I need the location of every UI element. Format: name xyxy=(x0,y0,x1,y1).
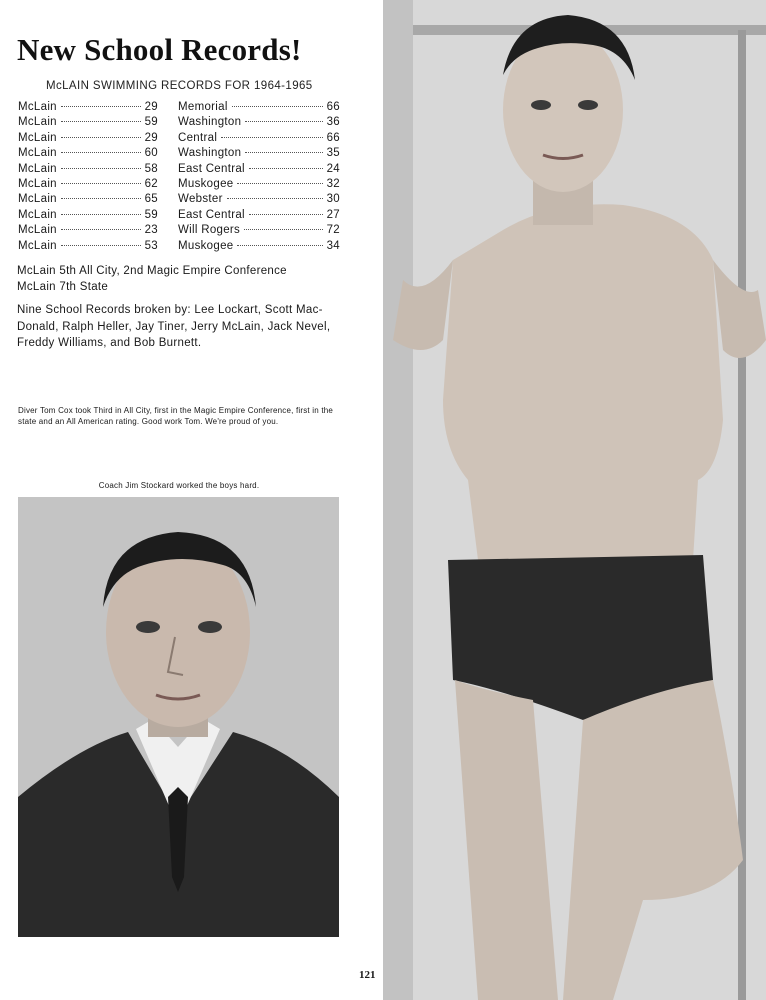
record-team: McLain xyxy=(18,193,57,206)
record-row xyxy=(18,193,158,208)
record-row xyxy=(158,116,340,131)
record-score: 23 xyxy=(144,224,158,237)
record-team: McLain xyxy=(18,177,57,190)
record-score: 32 xyxy=(326,177,340,190)
record-team: Washington xyxy=(178,116,242,129)
record-score: 60 xyxy=(144,147,158,160)
record-breakers-text: Nine School Records broken by: Lee Lockart, Scott Mac-Donald, Ralph Heller, Jay Tiner, Jerry McLain, Jack Nevel, Freddy Williams, and Bob Burnett. xyxy=(17,304,331,349)
leader-dots xyxy=(61,106,141,107)
record-row xyxy=(158,178,340,193)
record-score: 66 xyxy=(326,131,340,144)
record-team: Webster xyxy=(178,193,223,206)
record-row xyxy=(18,132,158,147)
record-score: 29 xyxy=(144,131,158,144)
records-table xyxy=(18,101,340,255)
record-row xyxy=(18,240,158,255)
leader-dots xyxy=(244,229,323,230)
coach-portrait-illustration xyxy=(18,497,339,937)
record-row xyxy=(158,209,340,224)
page-title: New School Records! xyxy=(17,32,302,67)
leader-dots xyxy=(232,106,323,107)
record-score: 24 xyxy=(326,162,340,175)
record-row xyxy=(158,224,340,239)
record-row xyxy=(158,163,340,178)
diver-caption: Diver Tom Cox took Third in All City, first in the Magic Empire Conference, first in the state and an All American rating. Good work Tom. We're proud of you. xyxy=(18,406,334,426)
record-score: 62 xyxy=(144,177,158,190)
record-score: 29 xyxy=(144,101,158,113)
standing-line-1: McLain 5th All City, 2nd Magic Empire Conference xyxy=(17,265,287,277)
record-team: McLain xyxy=(18,101,57,113)
records-column-opponents xyxy=(158,101,340,255)
record-score: 35 xyxy=(326,147,340,160)
leader-dots xyxy=(227,198,323,199)
record-team: McLain xyxy=(18,239,57,252)
record-team: McLain xyxy=(18,162,57,175)
record-score: 34 xyxy=(326,239,340,252)
record-score: 36 xyxy=(326,116,340,129)
record-score: 59 xyxy=(144,208,158,221)
swimmer-illustration xyxy=(383,0,766,1000)
leader-dots xyxy=(61,183,141,184)
record-score: 65 xyxy=(144,193,158,206)
record-row xyxy=(158,101,340,116)
record-team: Muskogee xyxy=(178,177,234,190)
leader-dots xyxy=(61,152,141,153)
leader-dots xyxy=(249,168,323,169)
coach-portrait-photo xyxy=(18,497,339,937)
record-row xyxy=(158,240,340,255)
coach-caption: Coach Jim Stockard worked the boys hard. xyxy=(98,481,260,490)
leader-dots xyxy=(61,214,141,215)
leader-dots xyxy=(61,168,141,169)
season-standing xyxy=(17,263,347,295)
record-team: Washington xyxy=(178,147,242,160)
record-team: McLain xyxy=(18,208,57,221)
record-row xyxy=(158,147,340,162)
record-team: Muskogee xyxy=(178,239,234,252)
leader-dots xyxy=(249,214,323,215)
leader-dots xyxy=(221,137,322,138)
record-row xyxy=(18,116,158,131)
record-row xyxy=(158,132,340,147)
record-row xyxy=(18,209,158,224)
record-score: 59 xyxy=(144,116,158,129)
record-row xyxy=(18,224,158,239)
records-column-mclain xyxy=(18,101,158,255)
record-row xyxy=(18,147,158,162)
record-row xyxy=(18,163,158,178)
record-row xyxy=(18,101,158,116)
record-team: McLain xyxy=(18,224,57,237)
record-score: 72 xyxy=(326,224,340,237)
record-team: McLain xyxy=(18,147,57,160)
record-team: Memorial xyxy=(178,101,228,113)
leader-dots xyxy=(245,121,322,122)
record-score: 27 xyxy=(326,208,340,221)
standing-line-2: McLain 7th State xyxy=(17,281,109,293)
page-number: 121 xyxy=(359,969,376,981)
leader-dots xyxy=(61,137,141,138)
swimmer-photo xyxy=(383,0,766,1000)
leader-dots xyxy=(61,198,141,199)
record-score: 30 xyxy=(326,193,340,206)
record-team: Will Rogers xyxy=(178,224,241,237)
record-team: McLain xyxy=(18,131,57,144)
leader-dots xyxy=(61,245,141,246)
leader-dots xyxy=(245,152,322,153)
record-row xyxy=(18,178,158,193)
record-score: 66 xyxy=(326,101,340,113)
record-score: 58 xyxy=(144,162,158,175)
leader-dots xyxy=(61,229,141,230)
record-team: Central xyxy=(178,131,218,144)
record-team: East Central xyxy=(178,208,245,221)
record-score: 53 xyxy=(144,239,158,252)
leader-dots xyxy=(61,121,141,122)
records-subtitle: McLAIN SWIMMING RECORDS FOR 1964-1965 xyxy=(46,80,313,92)
record-team: East Central xyxy=(178,162,245,175)
leader-dots xyxy=(237,183,322,184)
leader-dots xyxy=(237,245,322,246)
record-team: McLain xyxy=(18,116,57,129)
record-row xyxy=(158,193,340,208)
